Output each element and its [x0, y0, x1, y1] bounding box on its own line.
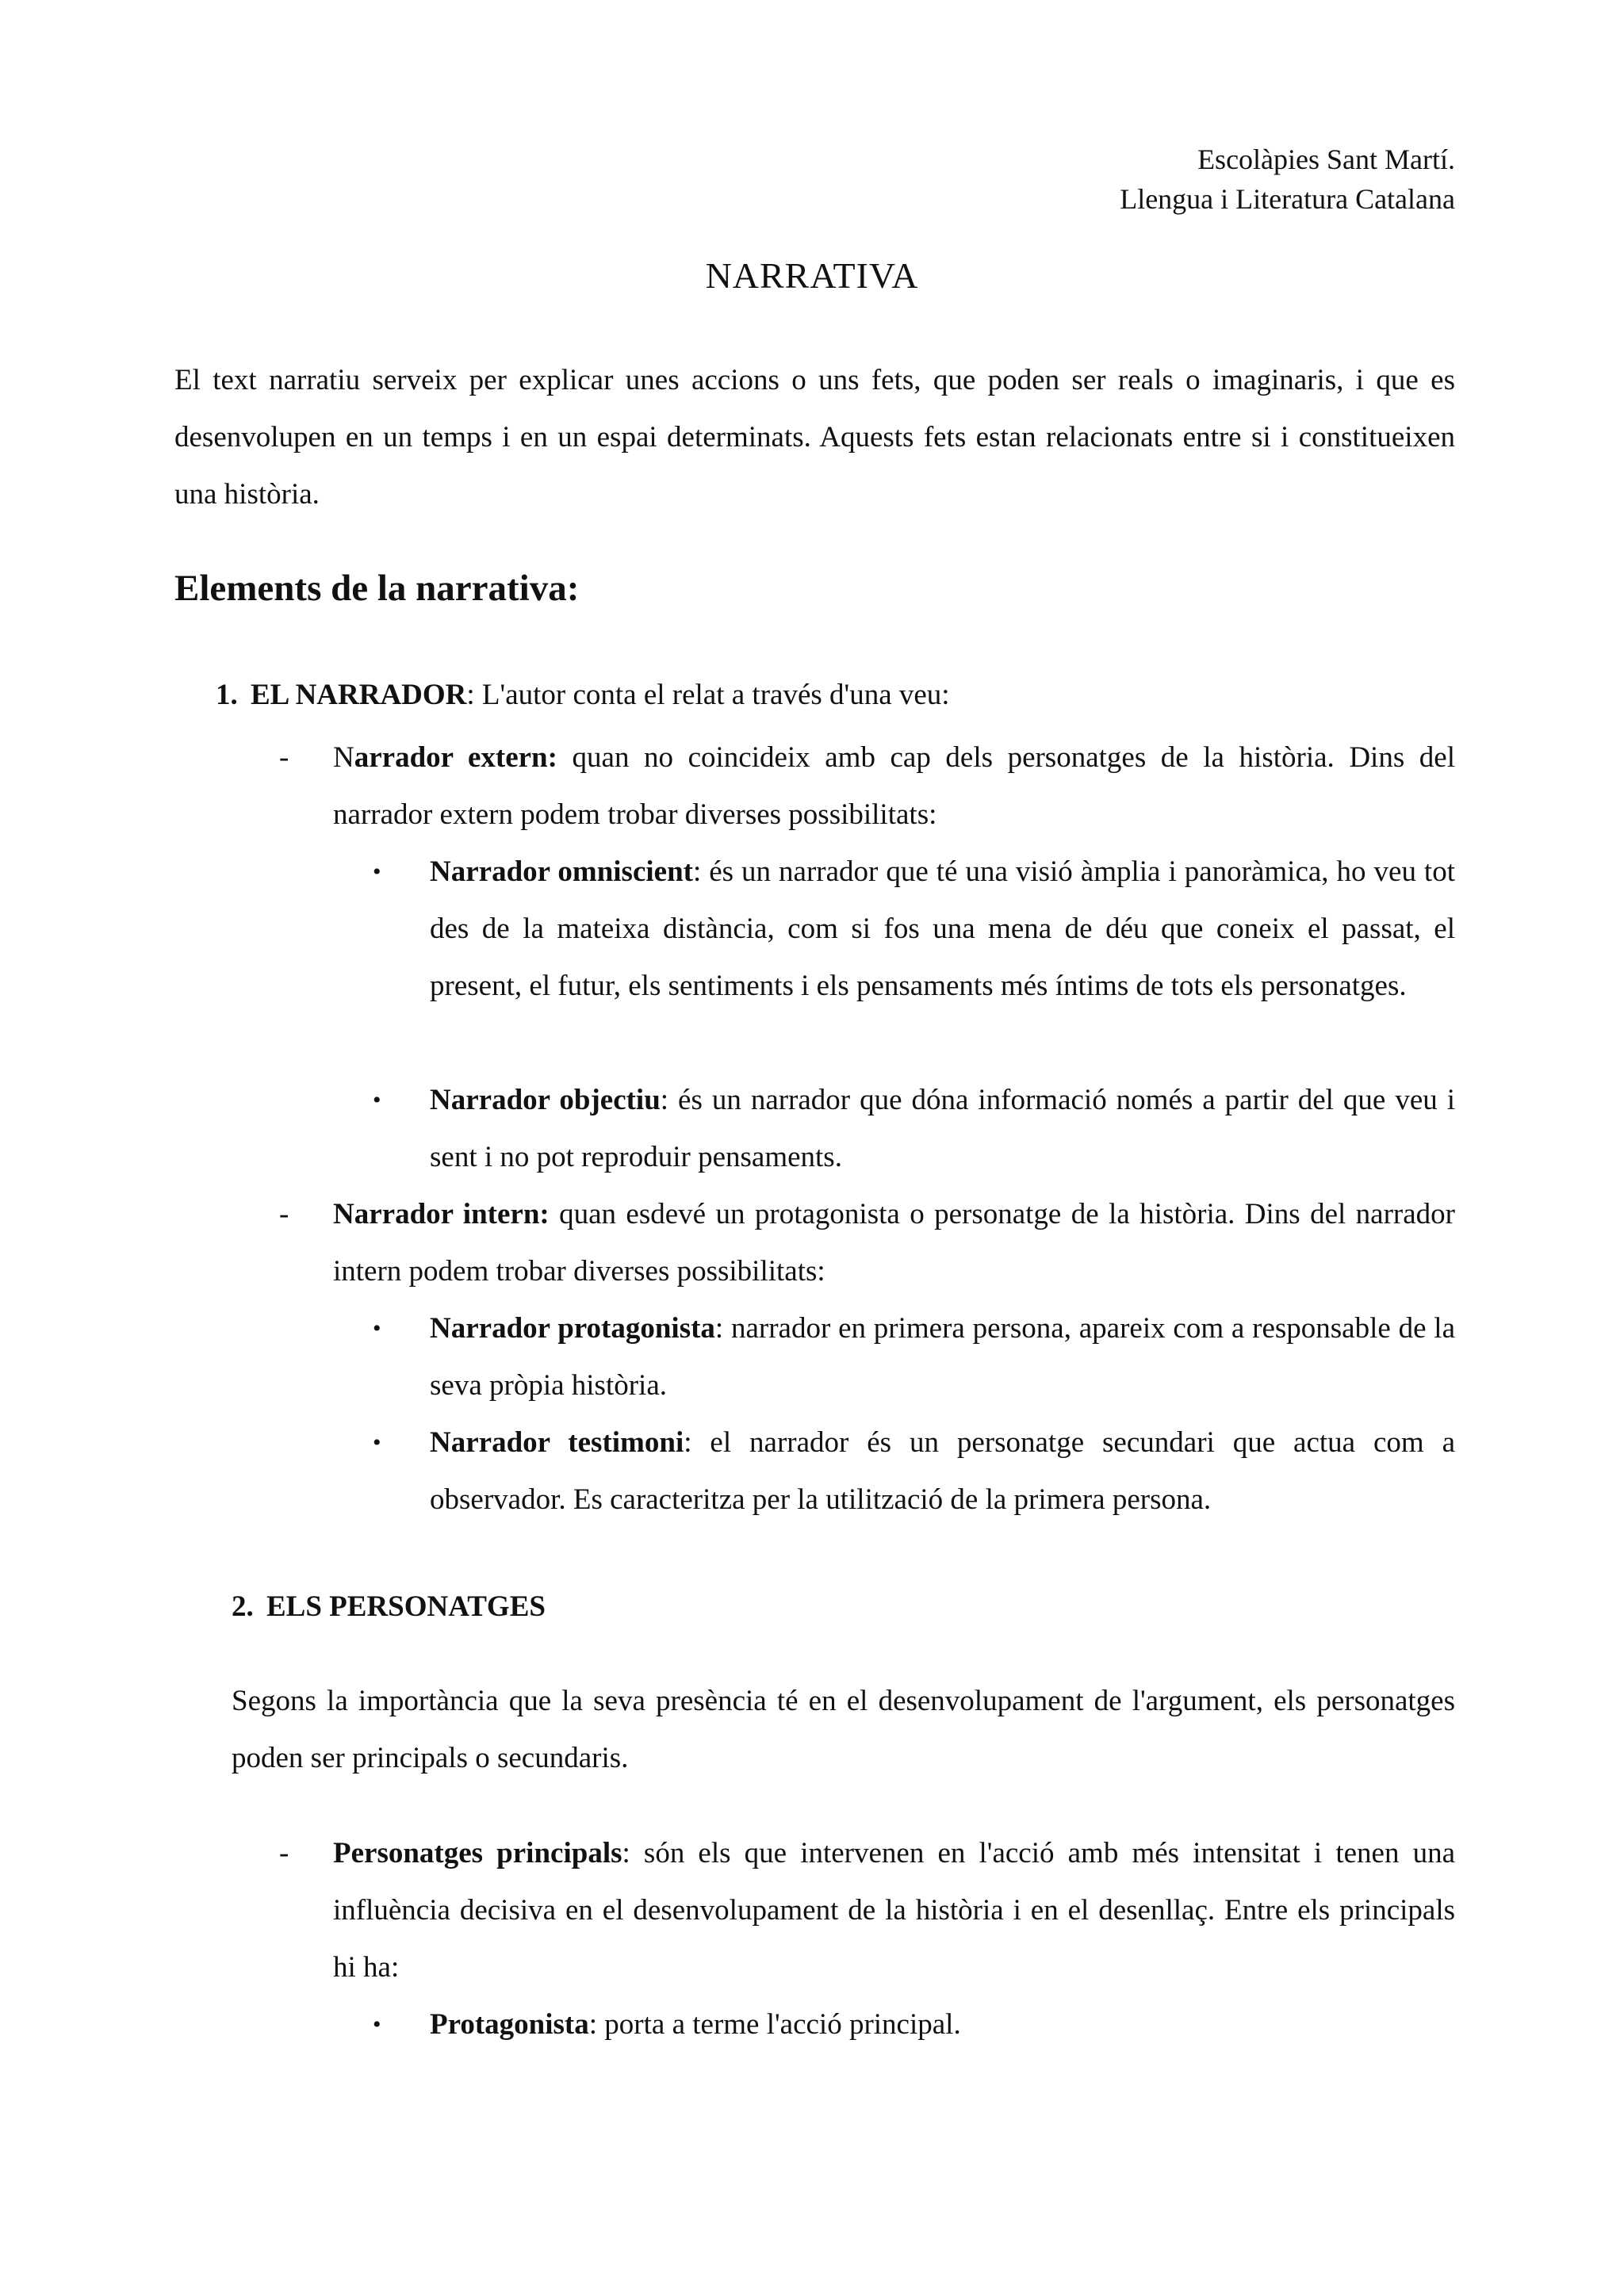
elements-heading: Elements de la narrativa:	[174, 568, 580, 609]
protagonista-description: : porta a terme l'acció principal.	[588, 2008, 961, 2041]
list-item-narrador-intern	[279, 1186, 1455, 1300]
narrador-protagonista-description: : narrador en primera persona, apareix com a responsable de la seva pròpia història.	[430, 1312, 1455, 1402]
document-header	[1120, 140, 1455, 219]
narrador-intern-label: Narrador intern:	[333, 1198, 550, 1230]
protagonista-text	[430, 1996, 1455, 2053]
personatges-intro-paragraph: Segons la importància que la seva presència té en el desenvolupament de l'argument, els personatges poden ser principals o secundaris.	[232, 1685, 1455, 1774]
page-title: NARRATIVA	[705, 255, 919, 296]
personatges-principals-description: : són els que intervenen en l'acció amb més intensitat i tenen una influència decisiva en el desenvolupament de la història i en el desenllaç. Entre els principals hi ha:	[333, 1837, 1455, 1984]
section-2-heading	[232, 1587, 546, 1627]
section-1-number: 1.	[216, 679, 238, 711]
narrador-intern-description: quan esdevé un protagonista o personatge de la història. Dins del narrador intern podem trobar diverses possibilitats:	[333, 1198, 1455, 1288]
narrador-objectiu-text	[430, 1072, 1455, 1186]
dash-marker: -	[279, 1198, 289, 1230]
section-1-heading	[216, 675, 950, 715]
protagonista-label: Protagonista	[430, 2008, 589, 2041]
narrador-omniscient-label: Narrador omniscient	[430, 855, 693, 888]
bullet-marker: •	[373, 859, 381, 885]
narrador-extern-description: quan no coincideix amb cap dels personatges de la història. Dins del narrador extern podem trobar diverses possibilitats:	[333, 741, 1455, 831]
list-item-personatges-principals	[279, 1825, 1455, 1996]
section-1-title: EL NARRADOR	[251, 679, 467, 711]
bullet-marker: •	[373, 1429, 381, 1456]
bullet-marker: •	[373, 1087, 381, 1113]
narrador-objectiu-label: Narrador objectiu	[430, 1084, 661, 1116]
subject-name: Llengua i Literatura Catalana	[1120, 183, 1455, 215]
narrador-testimoni-text	[430, 1414, 1455, 1529]
personatges-principals-label: Personatges principals	[333, 1837, 622, 1869]
intro-paragraph: El text narratiu serveix per explicar unes accions o uns fets, que poden ser reals o imaginaris, i que es desenvolupen en un temps i en un espai determinats. Aquests fets estan relacionats entre si i constitueixen una història.	[174, 364, 1455, 511]
narrador-testimoni-label: Narrador testimoni	[430, 1426, 684, 1459]
list-item-narrador-omniscient	[373, 844, 1455, 1072]
list-item-narrador-extern	[279, 729, 1455, 844]
narrador-testimoni-description: : el narrador és un personatge secundari que actua com a observador. Es caracteritza per la utilització de la primera persona.	[430, 1426, 1455, 1516]
narrador-protagonista-text	[430, 1300, 1455, 1414]
school-name: Escolàpies Sant Martí.	[1197, 144, 1455, 175]
section-1-text: : L'autor conta el relat a través d'una veu:	[466, 679, 950, 711]
bullet-marker: •	[373, 1315, 381, 1341]
list-item-narrador-testimoni	[373, 1414, 1455, 1529]
narrador-extern-label: arrador extern:	[354, 741, 557, 774]
narrador-omniscient-description: : és un narrador que té una visió àmplia i panoràmica, ho veu tot des de la mateixa distància, com si fos una mena de déu que coneix el passat, el present, el futur, els sentiments i els pensaments més íntims de tots els personatges.	[430, 855, 1455, 1002]
narrador-objectiu-description: : és un narrador que dóna informació només a partir del que veu i sent i no pot reproduir pensaments.	[430, 1084, 1455, 1173]
list-item-protagonista	[373, 1996, 1455, 2053]
section-2-number: 2.	[232, 1590, 254, 1623]
narrador-protagonista-label: Narrador protagonista	[430, 1312, 715, 1345]
narrador-extern-text	[333, 729, 1455, 844]
dash-marker: -	[279, 741, 289, 774]
narrador-extern-label-initial: N	[333, 741, 354, 774]
dash-marker: -	[279, 1837, 289, 1869]
list-item-narrador-protagonista	[373, 1300, 1455, 1414]
bullet-marker: •	[373, 2011, 381, 2038]
section-2-title: ELS PERSONATGES	[266, 1590, 546, 1623]
narrador-intern-text	[333, 1186, 1455, 1300]
list-item-narrador-objectiu	[373, 1072, 1455, 1186]
narrador-omniscient-text	[430, 844, 1455, 1015]
personatges-principals-text	[333, 1825, 1455, 1996]
